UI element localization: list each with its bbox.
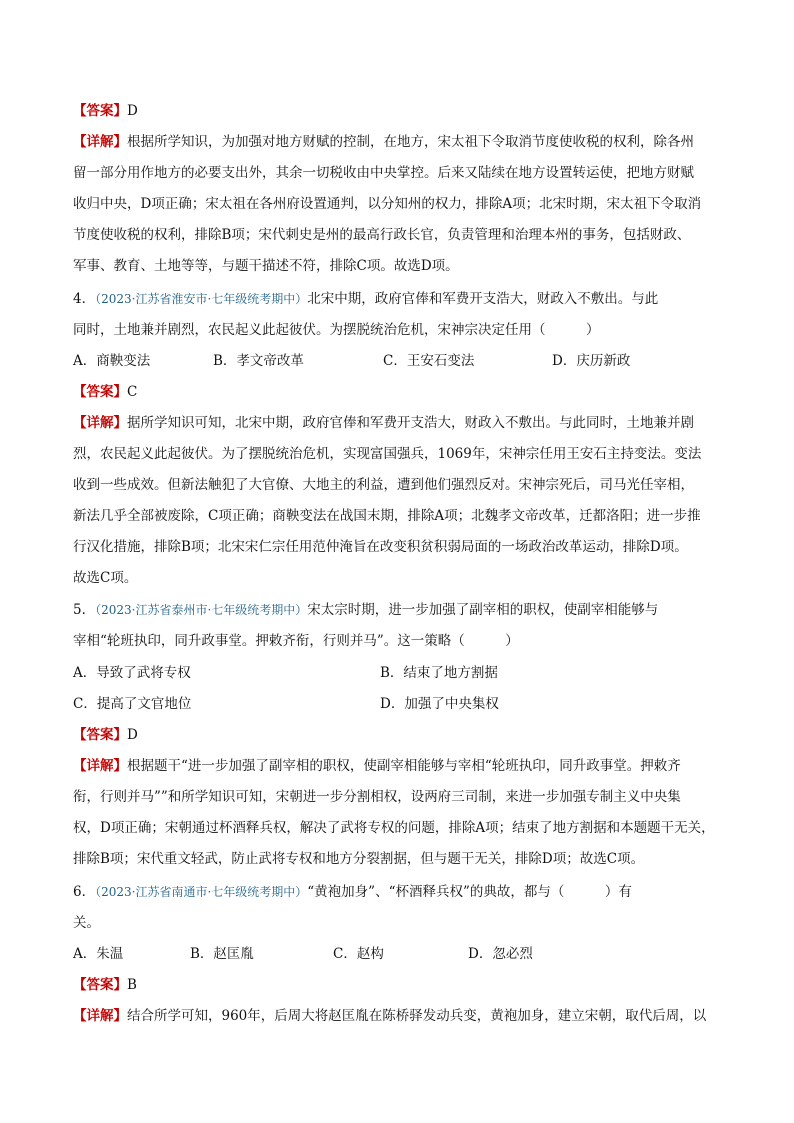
q4-option-c: C．王安石变法 xyxy=(383,353,475,369)
q5-detail-line-1 xyxy=(73,757,723,775)
q4-detail-line-1 xyxy=(73,414,723,432)
question-number: 5． xyxy=(73,602,96,618)
q5-option-b: B．结束了地方割据 xyxy=(380,665,498,681)
question-stem: “黄袍加身”、“杯酒释兵权”的典故，都与（ ）有 xyxy=(307,884,632,900)
q5-option-d: D．加强了中央集权 xyxy=(380,696,499,712)
detail-tag: 【详解】 xyxy=(73,415,127,431)
q5-option-c: C．提高了文官地位 xyxy=(73,696,192,712)
answer-tag: 【答案】 xyxy=(73,384,127,400)
question-stem: 北宋中期，政府官俸和军费开支浩大，财政入不敷出。与此 xyxy=(307,291,659,307)
q4-detail-line-5: 行汉化措施，排除B项；北宋宋仁宗任用范仲淹旨在改变积贫积弱局面的一场政治改革运动，排除D项。 xyxy=(73,539,688,555)
q3-detail-line-1 xyxy=(73,133,723,151)
question-source: （2023·江苏省淮安市·七年级统考期中） xyxy=(95,292,308,306)
q4-stem-line-2: 同时，土地兼并剧烈，农民起义此起彼伏。为摆脱统治危机，宋神宗决定任用（ ） xyxy=(73,322,600,338)
detail-text: 根据题干“进一步加强了副宰相的职权，使副宰相能够与宰相“轮班执印，同升政事堂。押敕齐 xyxy=(127,758,681,774)
q5-stem-line-1 xyxy=(73,601,723,619)
question-number: 4． xyxy=(73,291,96,307)
q3-detail-line-5: 军事、教育、土地等等，与题干描述不符，排除C项。故选D项。 xyxy=(73,258,459,274)
q4-detail-line-3: 收到一些成效。但新法触犯了大官僚、大地主的利益，遭到他们强烈反对。宋神宗死后，司马光任宰相， xyxy=(73,477,694,493)
q6-option-b: B．赵匡胤 xyxy=(190,946,254,962)
q4-option-b: B．孝文帝改革 xyxy=(213,353,304,369)
detail-tag: 【详解】 xyxy=(73,758,127,774)
q4-detail-line-4: 新法几乎全部被废除，C项正确；商鞅变法在战国末期，排除A项；北魏孝文帝改革，迁都洛阳；进一步推 xyxy=(73,508,701,524)
question-number: 6． xyxy=(73,884,96,900)
q6-stem-line-2: 关。 xyxy=(73,915,100,931)
q3-detail-line-3: 收归中央，D项正确；宋太祖在各州府设置通判，以分知州的权力，排除A项；北宋时期，宋太祖下令取消 xyxy=(73,196,702,212)
q5-detail-line-2: 衔，行则并马””和所学知识可知，宋朝进一步分割相权，设两府三司制，来进一步加强专制主义中央集 xyxy=(73,789,681,805)
q4-option-a: A．商鞅变法 xyxy=(73,353,151,369)
answer-tag: 【答案】 xyxy=(73,977,127,993)
q3-answer-line xyxy=(73,102,723,120)
q5-option-a: A．导致了武将专权 xyxy=(73,665,191,681)
answer-value: B xyxy=(127,977,137,993)
q4-answer-line xyxy=(73,383,723,401)
q5-detail-line-3: 权，D项正确；宋朝通过杯酒释兵权，解决了武将专权的问题，排除A项；结束了地方割据和本题题干无关， xyxy=(73,820,715,836)
answer-value: C xyxy=(127,384,138,400)
q4-detail-line-2: 烈，农民起义此起彼伏。为了摆脱统治危机，实现富国强兵，1069年，宋神宗任用王安石主持变法。变法 xyxy=(73,446,702,462)
answer-tag: 【答案】 xyxy=(73,727,127,743)
q6-answer-line xyxy=(73,976,723,994)
q4-detail-line-6: 故选C项。 xyxy=(73,570,138,586)
question-source: （2023·江苏省南通市·七年级统考期中） xyxy=(95,885,308,899)
q3-detail-line-4: 节度使收税的权利，排除B项；宋代刺史是州的最高行政长官，负责管理和治理本州的事务，包括财政、 xyxy=(73,227,691,243)
answer-tag: 【答案】 xyxy=(73,103,127,119)
q6-option-a: A．朱温 xyxy=(73,946,124,962)
detail-tag: 【详解】 xyxy=(73,1008,127,1024)
detail-text: 根据所学知识，为加强对地方财赋的控制，在地方，宋太祖下令取消节度使收税的权利，除各州 xyxy=(127,134,694,150)
detail-text: 据所学知识可知，北宋中期，政府官俸和军费开支浩大，财政入不敷出。与此同时，土地兼并剧 xyxy=(127,415,694,431)
answer-value: D xyxy=(127,103,138,119)
q6-detail-line-1 xyxy=(73,1007,723,1025)
q6-option-d: D．忽必烈 xyxy=(468,946,533,962)
answer-value: D xyxy=(127,727,138,743)
q5-detail-line-4: 排除B项；宋代重文轻武，防止武将专权和地方分裂割据，但与题干无关，排除D项；故选C项。 xyxy=(73,851,645,867)
detail-tag: 【详解】 xyxy=(73,134,127,150)
q6-stem-line-1 xyxy=(73,883,723,901)
question-stem: 宋太宗时期，进一步加强了副宰相的职权，使副宰相能够与 xyxy=(307,602,659,618)
q5-stem-line-2: 宰相“轮班执印，同升政事堂。押敕齐衔，行则并马”。这一策略（ ） xyxy=(73,633,519,649)
q6-option-c: C．赵构 xyxy=(333,946,384,962)
q4-option-d: D．庆历新政 xyxy=(552,353,631,369)
q4-stem-line-1 xyxy=(73,290,723,308)
question-source: （2023·江苏省泰州市·七年级统考期中） xyxy=(95,603,308,617)
q5-answer-line xyxy=(73,726,723,744)
detail-text: 结合所学可知，960年，后周大将赵匡胤在陈桥驿发动兵变，黄袍加身，建立宋朝，取代后周，以 xyxy=(127,1008,707,1024)
q3-detail-line-2: 留一部分用作地方的必要支出外，其余一切税收由中央掌控。后来又陆续在地方设置转运使，把地方财赋 xyxy=(73,165,694,181)
